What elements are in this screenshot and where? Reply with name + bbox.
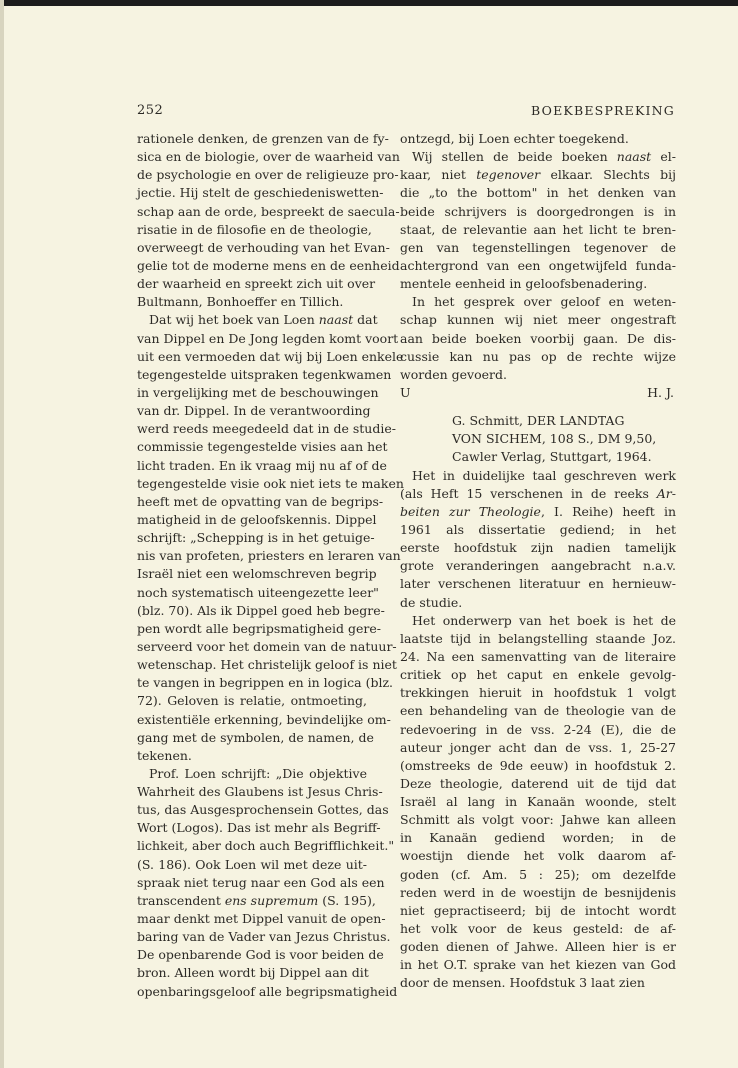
text-line: mentele eenheid in geloofsbenadering. bbox=[400, 276, 648, 292]
text-line: grote veranderingen aangebracht n.a.v. bbox=[400, 558, 676, 574]
text-line: Dat wij het boek van Loen naast dat bbox=[149, 312, 378, 328]
text-line: Wij stellen de beide boeken naast el- bbox=[412, 149, 676, 165]
text-line: Schmitt als volgt voor: Jahwe kan alleen bbox=[400, 812, 676, 828]
text-line: eerste hoofdstuk zijn nadien tamelijk bbox=[400, 540, 676, 556]
text-line: in het O.T. sprake van het kiezen van God bbox=[400, 957, 676, 973]
text-line: Cawler Verlag, Stuttgart, 1964. bbox=[452, 449, 652, 465]
text-line: beiten zur Theologie, I. Reihe) heeft in bbox=[400, 503, 676, 519]
text-line: nis van profeten, priesters en leraren van bbox=[137, 548, 401, 564]
text-line: 24. Na een samenvatting van de literaire bbox=[400, 648, 676, 664]
text-line: goden (cf. Am. 5 : 25); om dezelfde bbox=[400, 866, 676, 882]
text-line: In het gesprek over geloof en weten- bbox=[412, 294, 676, 310]
text-line: goden dienen of Jahwe. Alleen hier is er bbox=[400, 939, 676, 955]
text-line: VON SICHEM, 108 S., DM 9,50, bbox=[452, 431, 657, 447]
text-line: trekkingen hieruit in hoofdstuk 1 volgt bbox=[400, 685, 676, 701]
text-line: G. Schmitt, DER LANDTAG bbox=[452, 413, 625, 429]
text-line: Israël niet een welomschreven begrip bbox=[137, 566, 377, 582]
text-line: Bultmann, Bonhoeffer en Tillich. bbox=[137, 294, 344, 310]
text-line: Deze theologie, daterend uit de tijd dat bbox=[400, 775, 676, 791]
right-column bbox=[400, 130, 676, 993]
text-line: het volk voor de keus gesteld: de af- bbox=[400, 921, 676, 937]
text-line: van dr. Dippel. In de verantwoording bbox=[137, 403, 371, 419]
text-line: door de mensen. Hoofdstuk 3 laat zien bbox=[400, 975, 645, 991]
text-line: aan beide boeken voorbij gaan. De dis- bbox=[400, 330, 676, 346]
text-line: worden gevoerd. bbox=[400, 366, 507, 382]
text-line: jectie. Hij stelt de geschiedeniswetten- bbox=[137, 185, 384, 201]
text-line: woestijn diende het volk daarom af- bbox=[400, 848, 676, 864]
text-line: in vergelijking met de beschouwingen bbox=[137, 384, 379, 400]
page-number: 252 bbox=[137, 103, 164, 118]
text-line: gelie tot de moderne mens en de eenheid bbox=[137, 257, 400, 273]
text-line: tus, das Ausgesprochensein Gottes, das bbox=[137, 802, 389, 818]
text-line: existentiële erkenning, bevindelijke om- bbox=[137, 711, 391, 727]
text-line: redevoering in de vss. 2-24 (E), die de bbox=[400, 721, 676, 737]
text-line: tekenen. bbox=[137, 747, 192, 763]
review-heading bbox=[400, 412, 676, 466]
text-line: 1961 als dissertatie gediend; in het bbox=[400, 521, 676, 537]
signature-left: U bbox=[400, 384, 411, 400]
text-line: in Kanaän gediend worden; in de bbox=[400, 830, 676, 846]
text-line: cussie kan nu pas op de rechte wijze bbox=[400, 348, 676, 364]
text-line: noch systematisch uiteengezette leer" bbox=[137, 584, 379, 600]
text-line: Prof. Loen schrijft: „Die objektive bbox=[149, 765, 367, 781]
text-line: later verschenen literatuur en hernieuw- bbox=[400, 576, 676, 592]
text-line: beide schrijvers is doorgedrongen is in bbox=[400, 203, 676, 219]
text-line: matigheid in de geloofskennis. Dippel bbox=[137, 511, 377, 527]
text-line: Wahrheit des Glaubens ist Jesus Chris- bbox=[137, 784, 383, 800]
text-line: licht traden. En ik vraag mij nu af of de bbox=[137, 457, 387, 473]
text-line: spraak niet terug naar een God als een bbox=[137, 874, 385, 890]
text-line: achtergrond van een ongetwijfeld funda- bbox=[400, 257, 676, 273]
text-line: Het in duidelijke taal geschreven werk bbox=[412, 467, 676, 483]
text-line: Wort (Logos). Das ist mehr als Begriff- bbox=[137, 820, 381, 836]
signature-line bbox=[400, 384, 676, 402]
text-line: rationele denken, de grenzen van de fy- bbox=[137, 131, 389, 146]
text-line: een behandeling van de theologie van de bbox=[400, 703, 676, 719]
text-line: niet gepractiseerd; bij de intocht wordt bbox=[400, 902, 676, 918]
text-line: maar denkt met Dippel vanuit de open- bbox=[137, 911, 386, 927]
text-line: schrijft: „Schepping is in het getuige- bbox=[137, 530, 375, 546]
text-line: de studie. bbox=[400, 594, 463, 610]
text-line: staat, de relevantie aan het licht te bren- bbox=[400, 221, 676, 237]
text-line: de psychologie en over de religieuze pro- bbox=[137, 167, 399, 183]
text-line: schap aan de orde, bespreekt de saecula- bbox=[137, 203, 400, 219]
text-line: ontzegd, bij Loen echter toegekend. bbox=[400, 131, 629, 146]
text-line: baring van de Vader van Jezus Christus. bbox=[137, 929, 391, 945]
text-line: van Dippel en De Jong legden komt voort bbox=[137, 330, 399, 346]
text-line: werd reeds meegedeeld dat in de studie- bbox=[137, 421, 396, 437]
text-line: pen wordt alle begripsmatigheid gere- bbox=[137, 620, 381, 636]
text-line: wetenschap. Het christelijk geloof is niet bbox=[137, 657, 397, 673]
text-line: bron. Alleen wordt bij Dippel aan dit bbox=[137, 965, 369, 981]
text-line: schap kunnen wij niet meer ongestraft bbox=[400, 312, 676, 328]
text-line: gang met de symbolen, de namen, de bbox=[137, 729, 374, 745]
left-column bbox=[137, 130, 404, 1001]
review-ending bbox=[400, 130, 676, 384]
text-line: tegengestelde uitspraken tegenkwamen bbox=[137, 366, 392, 382]
text-line: risatie in de filosofie en de theologie, bbox=[137, 221, 372, 237]
text-line: tegengestelde visie ook niet iets te maken bbox=[137, 475, 404, 491]
text-line: der waarheid en spreekt zich uit over bbox=[137, 276, 376, 292]
text-line: laatste tijd in belangstelling staande Joz. bbox=[400, 630, 676, 646]
text-line: te vangen in begrippen en in logica (blz. bbox=[137, 675, 394, 691]
text-line: commissie tegengestelde visies aan het bbox=[137, 439, 388, 455]
running-head: BOEKBESPREKING bbox=[531, 103, 675, 118]
text-line: (omstreeks de 9de eeuw) in hoofdstuk 2. bbox=[400, 757, 676, 773]
signature-right: H. J. bbox=[647, 384, 674, 400]
scan-top-edge bbox=[0, 0, 738, 6]
page-header bbox=[0, 103, 738, 123]
text-line: critiek op het caput en enkele gevolg- bbox=[400, 667, 676, 683]
text-line: gen van tegenstellingen tegenover de bbox=[400, 239, 676, 255]
text-line: overweegt de verhouding van het Evan- bbox=[137, 239, 390, 255]
text-line: (als Heft 15 verschenen in de reeks Ar- bbox=[400, 485, 676, 501]
scan-left-edge bbox=[0, 0, 4, 1068]
text-line: Israël al lang in Kanaän woonde, stelt bbox=[400, 794, 676, 810]
text-line: Het onderwerp van het boek is het de bbox=[412, 612, 676, 628]
text-line: sica en de biologie, over de waarheid van bbox=[137, 149, 400, 165]
text-line: die „to the bottom" in het denken van bbox=[400, 185, 676, 201]
text-line: (blz. 70). Als ik Dippel goed heb begre- bbox=[137, 602, 385, 618]
text-line: (S. 186). Ook Loen wil met deze uit- bbox=[137, 856, 367, 872]
text-line: 72). Geloven is relatie, ontmoeting, bbox=[137, 693, 367, 709]
text-line: heeft met de opvatting van de begrips- bbox=[137, 493, 384, 509]
text-line: kaar, niet tegenover elkaar. Slechts bij bbox=[400, 167, 676, 183]
review-body bbox=[400, 467, 676, 993]
text-line: serveerd voor het domein van de natuur- bbox=[137, 638, 397, 654]
text-line: uit een vermoeden dat wij bij Loen enkele bbox=[137, 348, 404, 364]
text-line: transcendent ens supremum (S. 195), bbox=[137, 892, 376, 908]
text-line: De openbarende God is voor beiden de bbox=[137, 947, 384, 963]
text-line: auteur jonger acht dan de vss. 1, 25-27 bbox=[400, 739, 676, 755]
text-line: reden werd in de woestijn de besnijdenis bbox=[400, 884, 676, 900]
text-line: openbaringsgeloof alle begripsmatigheid bbox=[137, 983, 398, 999]
text-line: lichkeit, aber doch auch Begrifflichkeit." bbox=[137, 838, 395, 854]
